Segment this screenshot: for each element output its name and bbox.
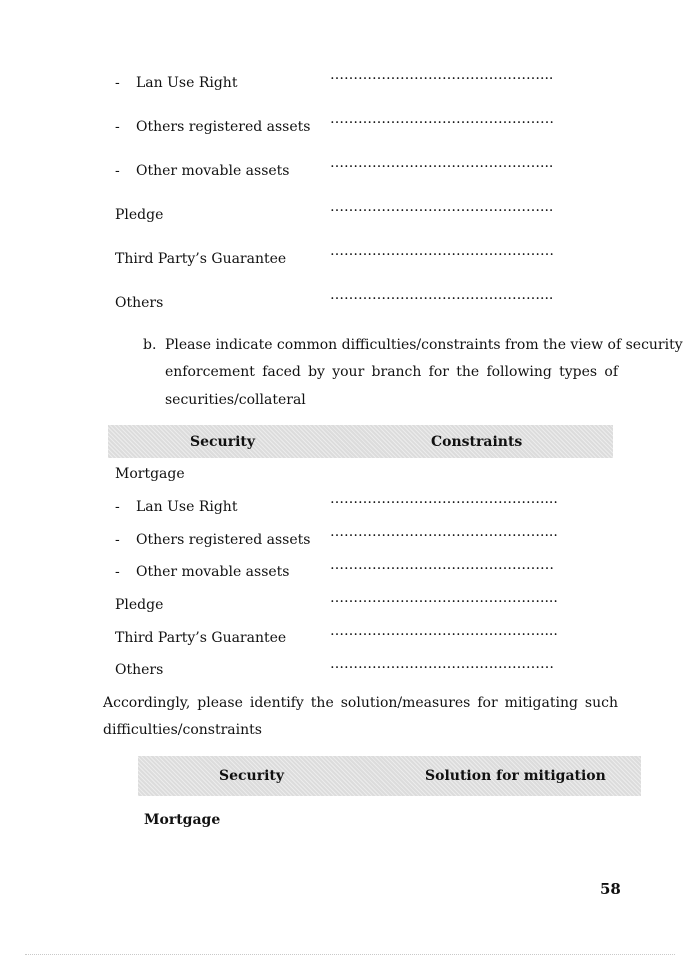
fill-in-dots: ………………………………………… (330, 557, 554, 573)
page-number: 58 (600, 880, 621, 898)
row-label: Others registered assets (136, 532, 311, 548)
fill-in-dots: ……………………………………….... (330, 590, 558, 606)
s1-row-land-use-right (115, 74, 237, 92)
bullet-dash: - (115, 564, 120, 580)
list-marker: b. (143, 337, 157, 353)
fill-in-dots: ………………………………………... (330, 287, 554, 303)
fill-in-dots: ………………………………………… (330, 656, 554, 672)
accordingly-line-2: difficulties/constraints (103, 722, 262, 738)
s1-row-registered-assets (115, 118, 310, 136)
t1-row-pledge: Pledge (115, 597, 164, 613)
row-label: Lan Use Right (136, 499, 238, 515)
fill-in-dots: ………………………………………… (330, 111, 554, 127)
table2-header (138, 756, 641, 796)
row-label: Other movable assets (136, 163, 290, 179)
fill-in-dots: ……………………………………….... (330, 623, 558, 639)
table1-heading-mortgage: Mortgage (115, 466, 185, 482)
row-label: Lan Use Right (136, 75, 238, 91)
bullet-dash: - (115, 75, 120, 91)
table1-header-constraints: Constraints (431, 433, 523, 450)
fill-in-dots: ………………………………………... (330, 155, 554, 171)
table1-header-security: Security (190, 433, 256, 450)
fill-in-dots: ……………………………………….... (330, 491, 558, 507)
fill-in-dots: ……………………………………….... (330, 524, 558, 540)
t1-row-third-party: Third Party’s Guarantee (115, 630, 287, 646)
question-b-line-1: Please indicate common difficulties/constraints from the view of security (165, 337, 683, 353)
s1-row-third-party: Third Party’s Guarantee (115, 251, 287, 267)
row-label: Other movable assets (136, 564, 290, 580)
row-label: Others registered assets (136, 119, 311, 135)
page-bottom-divider (25, 954, 675, 955)
table2-heading-mortgage: Mortgage (144, 812, 221, 828)
accordingly-line-1: Accordingly, please identify the solution/measures for mitigating such (103, 695, 618, 711)
fill-in-dots: ………………………………………… (330, 243, 554, 259)
t1-row-movable-assets (115, 563, 290, 581)
t1-row-others: Others (115, 662, 164, 678)
fill-in-dots: ………………………………………... (330, 67, 554, 83)
bullet-dash: - (115, 163, 120, 179)
table2-header-solution: Solution for mitigation (425, 768, 606, 784)
t1-row-registered-assets (115, 531, 310, 549)
t1-row-land-use-right (115, 498, 237, 516)
s1-row-movable-assets (115, 162, 290, 180)
bullet-dash: - (115, 532, 120, 548)
question-b-line-2: enforcement faced by your branch for the following types of (165, 364, 618, 380)
table1-header (108, 425, 613, 458)
question-b-line-3: securities/collateral (165, 392, 306, 408)
s1-row-others: Others (115, 295, 164, 311)
bullet-dash: - (115, 499, 120, 515)
s1-row-pledge: Pledge (115, 207, 164, 223)
table2-header-security: Security (219, 768, 285, 784)
fill-in-dots: ………………………………………... (330, 199, 554, 215)
bullet-dash: - (115, 119, 120, 135)
